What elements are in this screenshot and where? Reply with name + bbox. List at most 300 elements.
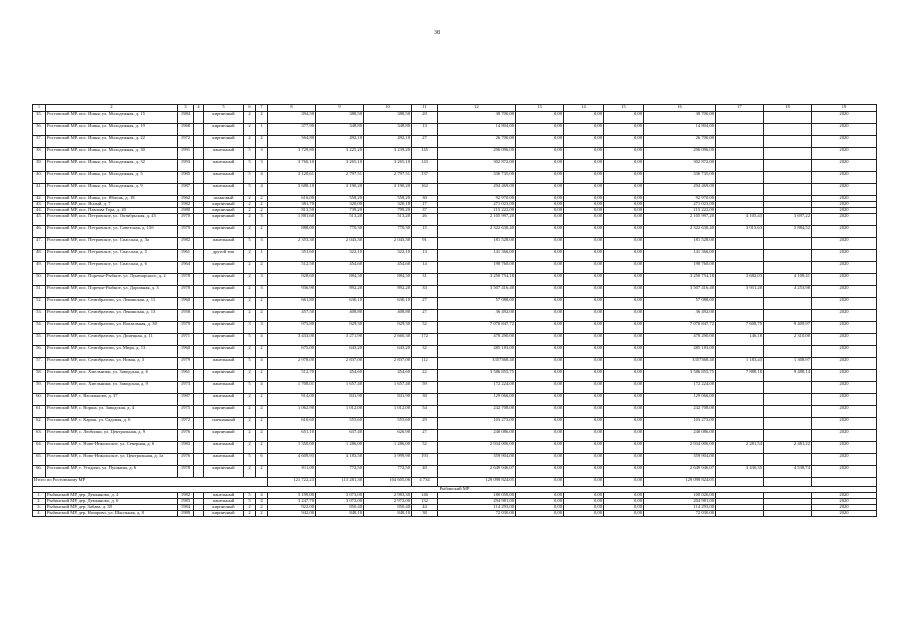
table-cell: 58. — [33, 370, 46, 382]
table-cell: 1972 — [178, 418, 194, 430]
table-cell: 2 — [256, 370, 268, 382]
table-cell: 457,50 — [268, 310, 316, 322]
table-cell — [194, 214, 204, 226]
table-cell: 57. — [33, 358, 46, 370]
table-cell — [194, 184, 204, 196]
address-cell: Рыбинский МР, дер. Назарово, ул. Школьная, д. 8 — [46, 511, 178, 517]
table-cell — [716, 250, 764, 262]
table-cell: 0,00 — [604, 406, 644, 418]
table-cell: 377,90 — [268, 124, 316, 136]
table-cell: 2 — [244, 196, 256, 202]
column-number: 4 — [194, 105, 204, 112]
table-cell: 0,00 — [516, 466, 564, 478]
table-cell: 914,00 — [268, 394, 316, 406]
column-number: 19 — [812, 105, 877, 112]
table-cell: 0,00 — [516, 250, 564, 262]
table-cell: 626,90 — [364, 430, 412, 442]
table-cell: 52 — [412, 322, 438, 334]
table-cell: 2020 — [812, 112, 877, 124]
address-cell: Ростовский МР, пос. Хмельники, ул. Заводская, д. 6 — [46, 370, 178, 382]
table-cell — [716, 346, 764, 358]
table-cell: 4 108,41 — [764, 274, 812, 286]
table-cell: 5 — [244, 184, 256, 196]
table-cell: кирпичный — [204, 505, 244, 511]
table-cell: 3 072,00 — [316, 499, 364, 505]
table-cell: 2 — [244, 208, 256, 214]
table-cell: 2020 — [812, 430, 877, 442]
table-cell: 0,00 — [564, 505, 604, 511]
table-cell — [716, 454, 764, 466]
table-cell — [194, 394, 204, 406]
table-cell: 26 — [412, 214, 438, 226]
table-cell: 2 — [256, 466, 268, 478]
table-cell: 3 760,10 — [268, 160, 316, 172]
address-cell: Ростовский МР, пос. Ишня, ул. Молодежная, д. 32 — [46, 160, 178, 172]
table-cell: 0,00 — [564, 454, 604, 466]
table-cell: 54 — [412, 406, 438, 418]
table-cell: 0,00 — [564, 184, 604, 196]
address-cell: Ростовский МР, пос. Ишня, ул. Молодежная, д. 22 — [46, 136, 178, 148]
table-cell: другой тип — [204, 250, 244, 262]
table-cell: 922,00 — [268, 505, 316, 511]
table-cell: 2 043,30 — [364, 238, 412, 250]
table-cell — [716, 160, 764, 172]
table-cell: 172 224,00 — [438, 382, 516, 394]
table-cell: 103 273,00 — [438, 418, 516, 430]
table-cell: 772,50 — [316, 466, 364, 478]
table-cell: 180 058,00 — [438, 493, 516, 499]
table-row — [33, 310, 877, 322]
table-cell: 2 — [244, 214, 256, 226]
table-cell: 2 — [244, 286, 256, 298]
table-cell: 92 970,00 — [438, 196, 516, 202]
table-cell: 36 492,00 — [644, 310, 716, 322]
table-cell: 0,00 — [564, 382, 604, 394]
table-cell: кирпичный — [204, 430, 244, 442]
table-cell: 137 — [412, 172, 438, 184]
table-cell: 302 872,00 — [644, 160, 716, 172]
table-cell: 1979 — [178, 322, 194, 334]
table-cell: 3 999,90 — [364, 454, 412, 466]
table-cell: 1961 — [178, 370, 194, 382]
table-cell: 1978 — [178, 286, 194, 298]
table-cell: 55. — [33, 334, 46, 346]
table-cell: 92 970,00 — [644, 196, 716, 202]
table-cell: 2020 — [812, 298, 877, 310]
table-cell: 2020 — [812, 358, 877, 370]
table-cell: 558,20 — [364, 196, 412, 202]
table-cell: 630,10 — [364, 298, 412, 310]
table-cell: 43. — [33, 202, 46, 208]
table-cell: 661,80 — [268, 298, 316, 310]
table-cell: 848,10 — [316, 511, 364, 517]
table-cell: 1 881,60 — [268, 214, 316, 226]
table-cell: 1 286,00 — [316, 442, 364, 454]
table-cell: 0,00 — [604, 286, 644, 298]
table-cell: 5 — [244, 172, 256, 184]
table-cell — [716, 298, 764, 310]
table-cell: 2 649 946,07 — [644, 466, 716, 478]
table-cell — [812, 478, 877, 487]
address-cell: Ростовский МР, пос. Семибратово, ул. Новая, д. 3 — [46, 358, 178, 370]
table-cell: 2 797,51 — [316, 172, 364, 184]
table-cell: 675,00 — [268, 346, 316, 358]
column-number: 3 — [178, 105, 194, 112]
total-value: 0,00 — [604, 478, 644, 487]
table-cell: 3 190,20 — [364, 184, 412, 196]
table-cell: 4 — [256, 382, 268, 394]
table-cell: 0,00 — [516, 286, 564, 298]
table-cell: 29 — [412, 418, 438, 430]
column-number: 5 — [204, 105, 244, 112]
table-cell: 2020 — [812, 148, 877, 160]
table-cell: 1978 — [178, 466, 194, 478]
table-cell: 62. — [33, 418, 46, 430]
table-cell: 2 — [256, 298, 268, 310]
table-cell: 2020 — [812, 418, 877, 430]
table-cell: 2 797,51 — [364, 172, 412, 184]
table-cell: 172 — [412, 334, 438, 346]
table-cell: 17 — [412, 202, 438, 208]
table-cell: 0,00 — [564, 238, 604, 250]
table-cell: 2 — [256, 208, 268, 214]
table-cell — [194, 124, 204, 136]
address-cell: Ростовский МР, пос. Ишня, ул. Яблонь, д. 18 — [46, 196, 178, 202]
table-cell: 0,00 — [516, 124, 564, 136]
table-cell: 14 804,00 — [644, 124, 716, 136]
table-cell: 1958 — [178, 310, 194, 322]
table-cell: 2 — [244, 226, 256, 238]
table-cell: 129 066,00 — [644, 394, 716, 406]
table-cell — [716, 262, 764, 274]
table-cell: 2 — [244, 274, 256, 286]
table-cell: 2 — [244, 136, 256, 148]
table-cell: 162 — [412, 184, 438, 196]
table-cell: 2 934 000,00 — [644, 442, 716, 454]
total-value: 121 722,23 — [268, 478, 316, 487]
table-cell: 9 488,14 — [764, 370, 812, 382]
table-cell: 5 — [244, 454, 256, 466]
table-cell: 0,00 — [604, 214, 644, 226]
table-cell: 0,00 — [516, 370, 564, 382]
column-number: 11 — [412, 105, 438, 112]
table-cell: 48. — [33, 250, 46, 262]
table-cell: 0,00 — [604, 196, 644, 202]
address-cell: Ростовский МР, пос. Петровское, ул. Спасская, д. 3а — [46, 238, 178, 250]
table-cell: 0,00 — [604, 148, 644, 160]
table-cell — [194, 442, 204, 454]
table-cell: кирпичный — [204, 208, 244, 214]
table-cell: 0,00 — [516, 274, 564, 286]
table-row — [33, 238, 877, 250]
table-cell — [194, 322, 204, 334]
table-cell: кирпичный — [204, 346, 244, 358]
table-cell: 294 981,00 — [438, 499, 516, 505]
table-cell: 3 199,00 — [268, 493, 316, 499]
table-cell: 20 — [412, 112, 438, 124]
column-number: 10 — [364, 105, 412, 112]
table-cell: 2020 — [812, 310, 877, 322]
table-cell: 27 — [412, 136, 438, 148]
table-cell: 892,20 — [316, 286, 364, 298]
table-cell: 336 735,00 — [644, 172, 716, 184]
table-cell: 2020 — [812, 406, 877, 418]
table-cell: 3 729,80 — [268, 148, 316, 160]
total-value: 104 605,06 — [364, 478, 412, 487]
table-cell: 9 409,97 — [764, 322, 812, 334]
table-cell — [194, 346, 204, 358]
table-cell: 0,00 — [604, 505, 644, 511]
table-cell: 1984 — [178, 505, 194, 511]
table-cell: панельный — [204, 493, 244, 499]
table-cell: 555,60 — [316, 418, 364, 430]
table-cell: 841,90 — [316, 394, 364, 406]
table-cell: 143 — [412, 160, 438, 172]
table-cell: 2 — [256, 262, 268, 274]
table-cell — [194, 418, 204, 430]
table-cell: 0,00 — [516, 238, 564, 250]
table-cell: 616,00 — [268, 196, 316, 202]
table-cell: 285 183,00 — [438, 346, 516, 358]
table-cell: 1 286,00 — [364, 442, 412, 454]
address-cell: Ростовский МР, пос. Ишня, ул. Молодежная, д. 5 — [46, 172, 178, 184]
table-cell — [716, 172, 764, 184]
table-cell: 52 — [412, 442, 438, 454]
table-cell: 0,00 — [516, 505, 564, 511]
table-cell — [194, 112, 204, 124]
table-cell: 513,20 — [364, 214, 412, 226]
table-cell — [716, 136, 764, 148]
table-cell: 1 012,00 — [364, 406, 412, 418]
table-cell: 40 — [412, 466, 438, 478]
address-cell: Ростовский МР, с. Караш, ул. Садовая, д. 6 — [46, 418, 178, 430]
table-row — [33, 286, 877, 298]
table-cell: 3 256 754,18 — [644, 274, 716, 286]
address-cell: Ростовский МР, пос. Семибратово, ул. Донецкая, д. 11 — [46, 334, 178, 346]
table-cell: смешанный — [204, 418, 244, 430]
table-cell: 1971 — [178, 334, 194, 346]
table-cell: 0,00 — [604, 274, 644, 286]
table-cell: 0,00 — [564, 298, 604, 310]
table-cell: 112 — [412, 358, 438, 370]
table-cell: 3 247,70 — [268, 499, 316, 505]
table-cell: 2020 — [812, 286, 877, 298]
table-row — [33, 250, 877, 262]
table-row — [33, 184, 877, 196]
table-cell: 3 430,35 — [716, 466, 764, 478]
table-cell: 0,00 — [604, 208, 644, 214]
address-cell: Ростовский МР, пос. Хмельники, ул. Заводская, д. 9 — [46, 382, 178, 394]
table-cell: 30 — [412, 196, 438, 202]
table-cell: 0,00 — [604, 511, 644, 517]
table-cell — [194, 298, 204, 310]
table-cell: 0,00 — [516, 454, 564, 466]
table-cell: 2 — [244, 124, 256, 136]
table-cell: 0,00 — [604, 382, 644, 394]
table-cell: 2 — [256, 394, 268, 406]
table-cell: 100 026,00 — [644, 493, 716, 499]
table-cell: 2020 — [812, 322, 877, 334]
table-cell — [764, 250, 812, 262]
table-cell: 1 012,00 — [316, 406, 364, 418]
table-cell: 36 492,00 — [438, 310, 516, 322]
table-cell: 0,00 — [604, 466, 644, 478]
table-cell: 850,40 — [364, 505, 412, 511]
address-cell: Ростовский МР, пос. Ишня, ул. Молодежная, д. 15 — [46, 112, 178, 124]
table-cell: 35. — [33, 112, 46, 124]
table-cell: 240 086,00 — [644, 430, 716, 442]
table-cell: 198 760,00 — [438, 262, 516, 274]
table-cell: 33 — [412, 286, 438, 298]
address-cell: Ростовский МР, с. Любилки, ул. Центральная, д. 9 — [46, 430, 178, 442]
table-cell: 2 — [244, 466, 256, 478]
table-cell: 320,00 — [316, 202, 364, 208]
table-cell: 37. — [33, 136, 46, 148]
table-cell: 2 — [244, 250, 256, 262]
table-cell — [764, 310, 812, 322]
table-cell — [194, 286, 204, 298]
total-row — [33, 478, 877, 487]
table-cell: 4 183,50 — [316, 454, 364, 466]
table-cell: 0,00 — [564, 442, 604, 454]
table-cell: 146,18 — [716, 334, 764, 346]
table-cell: 0,00 — [516, 184, 564, 196]
table-row — [33, 136, 877, 148]
table-cell — [194, 382, 204, 394]
table-cell: панельный — [204, 148, 244, 160]
table-cell: 115 222,00 — [438, 208, 516, 214]
table-cell: 0,00 — [516, 310, 564, 322]
table-cell: 103 273,00 — [644, 418, 716, 430]
table-cell: 2 — [244, 418, 256, 430]
table-cell: 4 — [256, 493, 268, 499]
table-cell: 1973 — [178, 382, 194, 394]
table-cell: 115 222,00 — [644, 208, 716, 214]
table-cell — [716, 124, 764, 136]
table-cell: 348,80 — [364, 124, 412, 136]
table-cell: 0,00 — [604, 226, 644, 238]
table-cell: 46. — [33, 226, 46, 238]
table-cell: 1 350,00 — [268, 442, 316, 454]
table-cell: 0,00 — [564, 493, 604, 499]
table-cell: 564,80 — [268, 136, 316, 148]
table-cell — [716, 478, 764, 487]
table-cell: 0,00 — [604, 418, 644, 430]
table-cell — [764, 454, 812, 466]
table-cell — [764, 184, 812, 196]
table-cell: 1 — [256, 124, 268, 136]
table-cell: 2020 — [812, 238, 877, 250]
address-cell: Ростовский МР, пос. Ишня, ул. Молодежная, д. 19 — [46, 124, 178, 136]
table-cell: кирпичный — [204, 298, 244, 310]
table-cell: 0,00 — [516, 346, 564, 358]
address-cell: Ростовский МР, пос. Павлова Гора, д. 20 — [46, 208, 178, 214]
table-cell: 936,90 — [268, 286, 316, 298]
table-row — [33, 124, 877, 136]
page-number: 38 — [434, 30, 440, 36]
table-cell: 53. — [33, 310, 46, 322]
table-cell: 2 481,22 — [764, 442, 812, 454]
table-cell: 513,20 — [316, 214, 364, 226]
table-row — [33, 160, 877, 172]
table-cell: 0,00 — [564, 358, 604, 370]
table-cell: 2 — [256, 346, 268, 358]
table-cell: 770,30 — [364, 226, 412, 238]
table-cell: 4 — [256, 499, 268, 505]
table-cell: 3 586 855,75 — [438, 370, 516, 382]
table-cell: 381,70 — [268, 202, 316, 208]
table-cell: кирпичный — [204, 310, 244, 322]
table-cell: 2 105 997,20 — [438, 214, 516, 226]
table-cell: 320,18 — [364, 202, 412, 208]
table-cell: 3 931,20 — [716, 286, 764, 298]
table-cell — [194, 148, 204, 160]
table-cell: 0,00 — [564, 274, 604, 286]
table-cell: 31 — [412, 274, 438, 286]
table-cell: 454,60 — [316, 262, 364, 274]
table-cell: 27 — [412, 430, 438, 442]
address-cell: Ростовский МР, пос. Петровское, ул. Октябрьская, д. 45 — [46, 214, 178, 226]
address-cell: Ростовский МР, пос. Петровское, ул. Советская, д. 15б — [46, 226, 178, 238]
table-cell: 0,00 — [604, 430, 644, 442]
table-cell: 0,00 — [604, 238, 644, 250]
table-cell: 0,00 — [564, 346, 604, 358]
table-cell: 0,00 — [604, 322, 644, 334]
table-cell — [716, 112, 764, 124]
table-cell: 0,00 — [564, 499, 604, 505]
table-cell — [716, 382, 764, 394]
table-cell: 0,00 — [604, 370, 644, 382]
table-cell: 56. — [33, 346, 46, 358]
table-cell: 38 700,00 — [644, 112, 716, 124]
table-cell: 2 — [244, 310, 256, 322]
table-cell: 14 804,00 — [438, 124, 516, 136]
table-cell: 42. — [33, 196, 46, 202]
table-cell — [764, 430, 812, 442]
table-cell: 2 — [244, 112, 256, 124]
table-cell: 57 088,00 — [644, 298, 716, 310]
table-cell: 2 322 630,40 — [438, 226, 516, 238]
table-cell — [194, 262, 204, 274]
table-cell: 0,00 — [516, 334, 564, 346]
table-cell: 0,00 — [564, 511, 604, 517]
table-cell: 0,00 — [516, 262, 564, 274]
table-cell: кирпичный — [204, 226, 244, 238]
table-row — [33, 370, 877, 382]
table-cell: 0,00 — [516, 322, 564, 334]
table-cell: 3357368,40 — [438, 358, 516, 370]
table-cell: панельный — [204, 358, 244, 370]
table-cell: 336 735,00 — [438, 172, 516, 184]
table-cell: 3 586 855,75 — [644, 370, 716, 382]
table-cell: 4 — [256, 358, 268, 370]
column-number: 16 — [644, 105, 716, 112]
table-cell: 198 760,00 — [644, 262, 716, 274]
table-cell: 408,80 — [364, 310, 412, 322]
table-cell — [716, 310, 764, 322]
table-cell: 643,20 — [316, 346, 364, 358]
table-cell: 146 — [412, 493, 438, 499]
table-cell: 2020 — [812, 505, 877, 511]
table-cell: 72 030,00 — [644, 511, 716, 517]
table-cell: 322,10 — [316, 250, 364, 262]
table-cell: 2020 — [812, 466, 877, 478]
table-cell: 2 972,00 — [364, 499, 412, 505]
table-cell: 6 — [256, 454, 268, 466]
table-cell: 3 190,20 — [316, 184, 364, 196]
table-cell: 37 — [412, 208, 438, 214]
table-cell: 2 — [256, 442, 268, 454]
